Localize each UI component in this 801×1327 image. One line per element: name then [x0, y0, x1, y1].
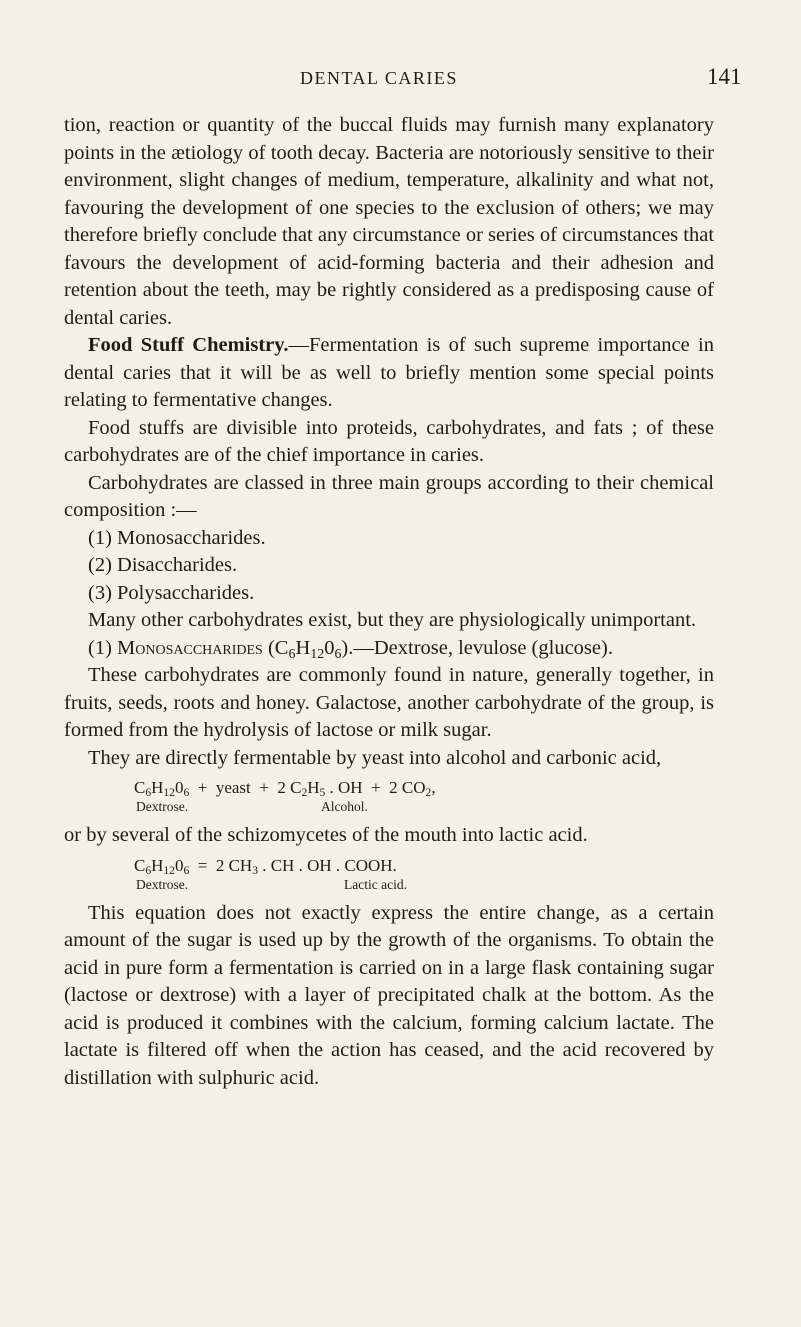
- equation-lactic-acid: [64, 856, 714, 894]
- formula-text: 0: [174, 855, 184, 875]
- formula-text: . CH . OH . COOH.: [257, 855, 397, 875]
- paragraph-lactic-fermentation: or by several of the schizomycetes of the mouth into lactic acid.: [64, 824, 588, 846]
- list-item: (2) Disaccharides.: [88, 554, 238, 576]
- formula-text: H: [307, 778, 320, 797]
- paragraph-equation-note: This equation does not exactly express the entire change, as a certain amount of the sugar is used up by the growth of the organisms. To obtain the acid in pure form a fermentation is carried on in a large flask containing sugar (lactose or dextrose) with a layer of precipitated chalk at the bottom. As the acid is produced it combines with the calcium, forming calcium lactate. The lactate is filtered off when the action has ceased, and the acid recovered by distillation with sulphuric acid.: [64, 901, 714, 1089]
- formula-text: H: [151, 778, 164, 797]
- formula-text: 0: [324, 636, 335, 659]
- paragraph-monosaccharides: [64, 635, 714, 663]
- page-body: [64, 112, 714, 1092]
- formula-text: 0: [174, 778, 184, 797]
- section-term: Monosaccharides: [117, 636, 263, 659]
- paragraph-continued: tion, reaction or quantity of the buccal fluids may furnish many explanatory points in the ætiology of tooth decay. Bacteria are notoriously sensitive to their environment, slight changes of medium, temperature, alkalinity and what not, favouring the development of one species to the exclusion of others; we may therefore briefly conclude that any circumstance or series of circumstances that favours the development of acid-forming bacteria and their adhesion and retention about the teeth, may be rightly considered as a predisposing cause of dental caries.: [64, 114, 715, 329]
- equation-label: Alcohol.: [321, 799, 368, 814]
- paragraph-food-stuffs: Food stuffs are divisible into proteids, carbohydrates, and fats ; of these carbohydrates are of the chief importance in caries.: [64, 416, 714, 466]
- equation-line: [64, 778, 714, 798]
- running-title: DENTAL CARIES: [300, 68, 458, 88]
- equation-label: Dextrose.: [136, 799, 189, 814]
- formula-subscript: 6: [183, 786, 190, 800]
- page-number: 141: [707, 64, 742, 89]
- formula-text: ).: [341, 636, 354, 659]
- formula-subscript: 3: [252, 863, 258, 877]
- paragraph-occurrence: These carbohydrates are commonly found in nature, generally together, in fruits, seeds, roots and honey. Galactose, another carbohydrate of the group, is formed from the hydrolysis of lactose or milk sugar.: [64, 664, 714, 741]
- equation-label: Lactic acid.: [344, 876, 407, 892]
- formula-subscript: 12: [310, 646, 325, 662]
- paragraph-yeast-fermentation: They are directly fermentable by yeast into alcohol and carbonic acid,: [88, 746, 662, 769]
- formula-subscript: 2: [425, 786, 432, 800]
- formula-text: + yeast + 2 C: [189, 778, 302, 797]
- formula-text: C: [134, 778, 146, 797]
- paragraph-other-carbohydrates: Many other carbohydrates exist, but they are physiologically unimportant.: [88, 609, 697, 631]
- equation-line: [64, 856, 714, 876]
- formula-subscript: 2: [301, 786, 308, 800]
- running-head: [0, 64, 801, 98]
- formula-text: H: [295, 636, 311, 659]
- formula-subscript: 12: [163, 786, 175, 800]
- formula-subscript: 5: [319, 786, 326, 800]
- paragraph-food-stuff-chemistry: [64, 332, 714, 415]
- paragraph-carbohydrate-groups: Carbohydrates are classed in three main groups according to their chemical composition :—: [64, 471, 714, 521]
- run-in-heading: Food Stuff Chemistry.: [88, 334, 289, 356]
- formula-text: C: [134, 855, 146, 875]
- formula-subscript: 6: [334, 646, 342, 662]
- formula-subscript: 6: [288, 646, 296, 662]
- list-number: (1): [88, 636, 118, 659]
- formula-text: = 2 CH: [189, 855, 253, 875]
- formula-text: H: [151, 855, 164, 875]
- list-item: (1) Monosaccharides.: [88, 526, 266, 549]
- paragraph-text: —Dextrose, levulose (glucose).: [353, 636, 613, 659]
- paragraph-text: —Fermentation is of such supreme importance in dental caries that it will be as well to briefly mention some special points relating to fermentative changes.: [64, 334, 714, 411]
- equation-labels: [64, 798, 714, 816]
- list-item: (3) Polysaccharides.: [88, 581, 255, 604]
- formula-text: ,: [431, 778, 436, 797]
- formula-subscript: 6: [183, 863, 190, 877]
- equation-labels: [64, 876, 714, 894]
- formula-text: (C: [262, 636, 289, 659]
- formula-text: . OH + 2 CO: [325, 778, 426, 797]
- formula-subscript: 6: [145, 786, 152, 800]
- equation-label: Dextrose.: [136, 876, 189, 892]
- formula-subscript: 6: [145, 863, 152, 877]
- equation-alcohol: [64, 778, 714, 816]
- formula-subscript: 12: [163, 863, 175, 877]
